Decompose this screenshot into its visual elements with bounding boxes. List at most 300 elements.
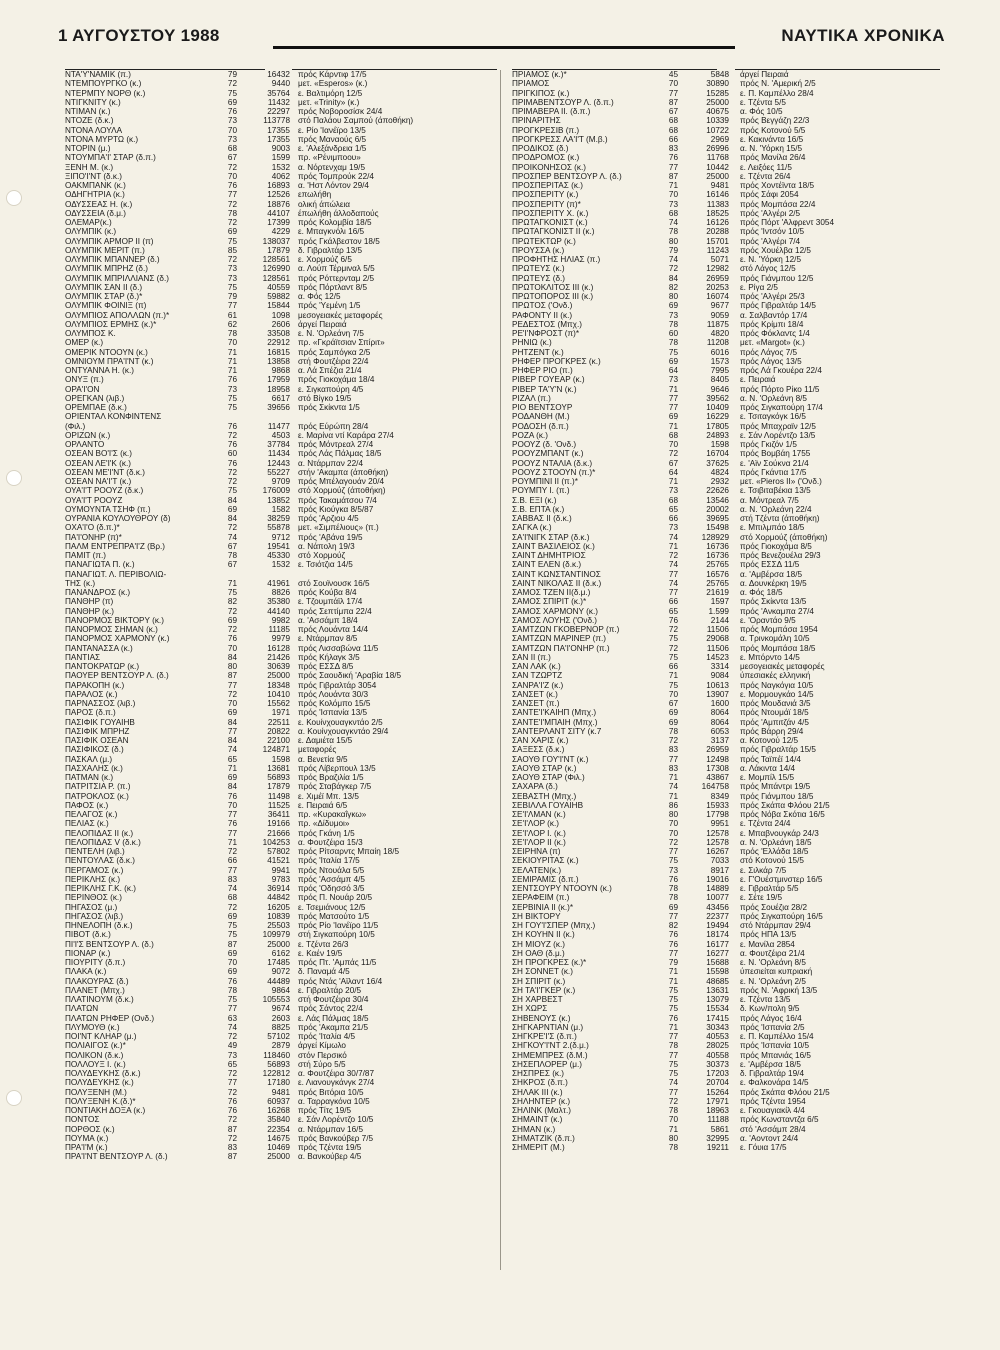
ship-name: ΟΥΑ'Ι'Τ ΡΟΟΥΖ [65,495,123,505]
position-status: πρ. «Γκράϊτσιαν Σπίριτ» [298,338,385,348]
build-year: 66 [668,662,678,671]
ship-name: ΟΜΕΡΙΚ ΝΤΟΟΥΝ (κ.) [65,347,148,357]
ship-row [512,921,942,930]
tonnage: 16267 [706,847,729,856]
build-year: 78 [227,985,237,995]
build-year: 75 [227,930,237,940]
tonnage: 18963 [706,1106,729,1115]
ship-name: ΠΛΥΜΟΥΘ (κ.) [65,1022,120,1032]
tonnage: 9783 [271,874,290,884]
ship-name: ΝΤΑ'Υ'ΝΑΜΙΚ (π.) [65,70,131,79]
position-status: πρός Γιάνμπου 18/5 [740,791,814,801]
ship-name: ΠΑΤΡΟΚΛΟΣ (κ.) [65,791,129,801]
tonnage: 28025 [706,1041,729,1051]
tonnage: 25000 [267,1152,290,1162]
ship-name: ΠΡΩΤΕΥΣ (δ.) [512,273,566,283]
ship-name: ΠΑΡΝΑΣΣΟΣ (λιβ.) [65,699,136,708]
build-year: 73 [227,273,237,283]
tonnage: 9677 [710,301,729,311]
ship-row [512,551,942,560]
tonnage: 21426 [267,652,290,662]
ship-name: ΡΗΦΕΡ ΠΡΟΓΚΡΕΣ (κ.) [512,356,601,366]
build-year: 72 [227,467,237,477]
position-status: ε. Γιβραλτάρ 5/5 [740,884,799,893]
build-year: 73 [227,1050,237,1060]
ship-name: ΠΡΟΣΠΕΡΙΤΥ (κ.) [512,190,579,200]
build-year: 63 [227,1013,237,1023]
build-year: 68 [227,144,237,153]
ship-name: ΣΑΙΝΤ ΔΗΜΗΤΡΙΟΣ [512,551,586,560]
position-status: πρός Λά Γκουέρα 22/4 [740,366,822,375]
ship-row [65,116,495,125]
ship-row [65,107,495,116]
ship-name: ΣΑΝΣΕΤ (π.) [512,699,560,708]
ship-name: ΣΑΜΟΣ ΣΠΙΡΙΤ (κ.)* [512,597,587,607]
tonnage: 11185 [268,625,290,634]
tonnage: 6053 [710,726,729,736]
build-year: 70 [668,190,678,200]
ship-name: ΟΝΥΞ (π.) [65,375,104,385]
tonnage: 36411 [267,810,290,819]
build-year: 73 [227,264,237,274]
position-status: ε. Μαρίνα ντί Καράρα 27/4 [298,430,394,440]
ship-name: ΣΗ ΜΙΟΥΖ (κ.) [512,939,566,949]
ship-name: ΟΡΙΖΩΝ (κ.) [65,430,111,440]
tonnage: 25000 [267,939,290,949]
build-year: 79 [668,245,678,255]
tonnage: 24893 [706,430,729,440]
ship-name: ΠΑ'Ι'ΟΝΗΡ (π)* [65,532,122,542]
ship-row [512,616,942,625]
build-year: 70 [227,338,237,348]
ship-name: ΣΑΙΝΤ ΒΑΣΙΛΕΙΟΣ (κ.) [512,541,595,551]
build-year: 67 [227,153,237,163]
ship-row [512,597,942,606]
ship-row [512,70,942,79]
build-year: 75 [227,393,237,403]
build-year: 76 [227,421,237,431]
tonnage: 5071 [710,255,729,264]
ship-row [512,237,942,246]
build-year: 77 [668,393,678,403]
position-status: πρός Ντουμάϊ 18/5 [740,708,809,718]
build-year: 72 [227,902,237,912]
position-status: πρός 'Ασσάμπ 4/5 [298,874,365,884]
tonnage: 40558 [706,1050,729,1060]
ship-name: ΠΑΛΜ ΕΝΤΡΕΠΡΑ'Ι'Ζ (Βρ.) [65,541,165,551]
position-status: πρός Σιγκαπούρη 16/5 [740,911,823,921]
tonnage: 17415 [706,1013,729,1023]
position-status: πρός Κιούγκα 8/5/87 [298,504,374,514]
build-year: 76 [227,791,237,801]
build-year: 80 [668,292,678,301]
tonnage: 19541 [267,541,290,551]
tonnage: 9646 [710,384,729,394]
position-status: πρός 'Ιταλία 17/5 [298,856,360,866]
ship-name: ΠΡΙΑΜΟΣ [512,79,550,89]
ship-name: ΠΑΝΘΗΡ (π) [65,597,114,607]
tonnage: 44107 [267,208,290,218]
ship-name: ΟΜΝΙΟΥΜ ΠΡΑ'Ι'ΝΤ (κ.) [65,356,154,366]
ship-row [512,153,942,162]
position-status: πρός 'Ελλάδα 18/5 [740,847,809,856]
tonnage: 9003 [271,144,290,153]
ship-name: ΣΕΝΤΣΟΥΡΥ ΝΤΟΟΥΝ (κ.) [512,884,612,893]
tonnage: 9084 [710,671,729,681]
build-year: 77 [227,301,237,311]
build-year: 68 [668,495,678,505]
position-status: πρός Νοβοροσίσκ 24/4 [298,107,383,116]
position-status: πρός Μόντρεαλ 27/4 [298,440,374,449]
ship-row [65,459,495,468]
tonnage: 124871 [262,745,290,755]
ship-name: ΠΑΝΟΡΜΟΣ ΧΑΡΜΟΝΥ (κ.) [65,634,170,644]
position-status: στή Τζέντα (άποθήκη) [740,514,820,523]
ship-row [65,782,495,791]
tonnage: 41521 [267,856,290,866]
tonnage: 44489 [267,976,290,986]
ship-row [65,801,495,810]
position-status: πρός Ντουάλα 5/5 [298,865,365,875]
ship-row [512,977,942,986]
build-year: 76 [227,1106,237,1115]
position-status: ε. Τσιότζια 14/5 [298,560,353,570]
ship-row [65,755,495,764]
position-status: πρός Λάγος 7/5 [740,347,798,357]
ship-row [65,773,495,782]
ship-name: ΠΟΛΛΟΥΞ Ι. (κ.) [65,1059,126,1069]
build-year: 84 [668,273,678,283]
build-year: 77 [668,1050,678,1060]
ship-name: ΝΤΕΡΜΠΥ ΝΟΡΘ (κ.) [65,88,146,98]
ship-row [512,792,942,801]
tonnage: 11525 [267,800,290,810]
ship-row [512,1097,942,1106]
position-status: πρός Φόκλαντς 1/4 [740,329,810,338]
ship-row [512,662,942,671]
tonnage: 2144 [710,615,729,625]
ship-row [65,440,495,449]
build-year: 49 [227,1041,237,1051]
tonnage: 14675 [267,1133,290,1143]
position-status: ε. Π. Καμπέλλο 15/4 [740,1032,814,1041]
ship-name: ΠΡΟΣΠΕΡΙΤΥ (π)* [512,199,581,209]
build-year: 82 [227,597,237,607]
ship-name: ΣΑΝΤΕ'Ι'ΜΠΑΙΗ (Μπχ.) [512,717,598,727]
ship-name: ΣΗΛΗΝΤΕΡ (κ.) [512,1096,571,1106]
ship-name: ΠΡΟΣΠΕΡΙΤΥ Χ. (κ.) [512,208,589,218]
ship-row [65,126,495,135]
position-status: πρός Σκίκντα 13/5 [740,597,807,607]
tonnage: 45330 [267,551,290,560]
ship-row [512,135,942,144]
ship-row [512,1069,942,1078]
position-status: πρός Κήλαγκ 3/5 [298,652,360,662]
position-status: πρός Ρόττερνταμ 2/5 [298,273,375,283]
build-year: 71 [668,384,678,394]
ship-row [65,884,495,893]
build-year: 78 [227,208,237,218]
ship-row [512,126,942,135]
position-status: ε. Πειραιά 6/5 [298,800,348,810]
tonnage: 44140 [267,606,290,616]
ship-name: ΠΡΙΝΑΡΙΤΗΣ [512,116,561,126]
position-status: ε. Καέν 19/5 [298,948,343,958]
ship-name: ΣΑΙΝΤ ΝΙΚΟΛΑΣ ΙΙ (δ.κ.) [512,578,602,588]
build-year: 61 [227,310,237,320]
tonnage: 9059 [710,310,729,320]
ship-row [512,1060,942,1069]
build-year: 45 [668,70,678,79]
position-status: α. Ντάρμπαν 16/5 [298,1124,363,1134]
build-year: 75 [668,634,678,644]
ship-row [65,338,495,347]
tonnage: 40675 [706,107,729,116]
ship-row [65,70,495,79]
position-status: άργεί Πειραιά [740,70,789,79]
tonnage: 9941 [271,865,290,875]
ship-name: ΠΟΝΤΙΑΚΗ ΔΟΞΑ (κ.) [65,1106,146,1115]
ship-row [65,533,495,542]
ship-row [512,940,942,949]
ship-row [65,625,495,634]
position-status: ε. Λειξόες 11/5 [740,162,792,172]
ship-row [512,1106,942,1115]
tonnage: 26959 [706,745,729,755]
position-status: α. Κουίνχουαγκντάο 29/4 [298,726,389,736]
build-year: 75 [668,856,678,866]
column-divider [500,70,501,1270]
tonnage: 43456 [706,902,729,912]
ship-name: ΣΑΝΤΕ'Ι'ΚΑΙΗΠ (Μπχ.) [512,708,597,718]
tonnage: 56893 [267,1059,290,1069]
tonnage: 8825 [271,1022,290,1032]
build-year: 76 [227,819,237,829]
position-status: πρός ΕΣΣΔ 11/5 [740,560,800,570]
position-status: α. Λά Σπέζια 21/4 [298,366,362,375]
ship-row [512,745,942,754]
ship-row [512,847,942,856]
build-year: 77 [668,162,678,172]
tonnage: 25000 [706,171,729,181]
position-status: α. Ντάρμπαν 22/4 [298,458,363,468]
position-status: πρός Βεγγάζη 22/3 [740,116,810,126]
ship-row [65,255,495,264]
build-year: 75 [227,88,237,98]
ship-row [65,431,495,440]
build-year: 80 [668,810,678,819]
ship-row [512,486,942,495]
ship-name: ΠΑΦΟΣ (κ.) [65,800,109,810]
position-status: πρός 'Ακαμπα 21/5 [298,1022,369,1032]
tonnage: 9440 [271,79,290,89]
ship-row [512,958,942,967]
build-year: 75 [227,921,237,930]
position-status: ε. Π. Καμπέλλο 28/4 [740,88,814,98]
ship-name: ΠΡΩΤΟΣ ('Ονδ.) [512,301,573,311]
tonnage: 39656 [267,403,290,412]
ship-name: ΟΥΡΑΝΙΑ ΚΟΥΛΟΥΘΡΟΥ (δ) [65,514,171,523]
build-year: 80 [668,236,678,246]
tonnage: 176009 [262,486,290,496]
ship-name: ΠΑΣΧΑΛΗΣ (κ.) [65,763,123,773]
build-year: 77 [227,828,237,838]
build-year: 70 [227,699,237,708]
build-year: 85 [227,245,237,255]
build-year: 83 [668,763,678,773]
tonnage: 11434 [267,449,290,459]
tonnage: 35380 [267,597,290,607]
ship-row [65,1041,495,1050]
build-year: 67 [668,458,678,468]
tonnage: 16074 [706,292,729,301]
tonnage: 3314 [710,662,729,671]
position-status: ε. Τζέντα 26/3 [298,939,349,949]
build-year: 75 [227,236,237,246]
position-status: ε. Σιγκαπούρη 4/5 [298,384,364,394]
position-status: ε. Λάς Πάλμας 18/5 [298,1013,369,1023]
ship-row [512,1115,942,1124]
ship-name: ΠΡΟΓΚΡΕΣΣ ΛΑ'Ι'Τ (Μ.β.) [512,134,608,144]
ship-row [512,468,942,477]
ship-name: ΡΟΔΟΣΗ (δ.π.) [512,421,569,431]
build-year: 69 [227,948,237,958]
tonnage: 128561 [262,273,290,283]
ship-row [512,107,942,116]
ship-row [512,893,942,902]
position-status: πρός Γιοκοχάμα 18/4 [298,375,375,385]
tonnage: 15534 [706,1004,729,1014]
position-status: μετ. «Trinity» (κ.) [298,97,360,107]
position-status: α. 'Ασσάμπ 18/4 [298,615,358,625]
position-status: πρός Χοντέϊντα 18/5 [740,181,815,190]
position-status: πρός Ν. 'Αφρική 13/5 [740,985,818,995]
position-status: ε. 'Οραντάο 9/5 [740,615,796,625]
position-status: πρός 'Υεμένη 1/5 [298,301,361,311]
tonnage: 15498 [706,523,729,533]
ship-row [65,542,495,551]
ship-name: ΣΗ ΟΑΘ (δ.μ.) [512,948,565,958]
tonnage: 12526 [267,190,290,200]
ship-name: ΟΛΥΜΠΟΣ Κ. [65,329,116,338]
position-status: πρός 'Ανκαμπα 27/4 [740,606,814,616]
build-year: 69 [227,97,237,107]
ship-name: ΠΑΝΑΓΙΩΤΑ Π. (κ.) [65,560,135,570]
ship-name: ΣΑΞΕΣΣ (δ.κ.) [512,745,565,755]
ship-row [512,357,942,366]
ship-name: ΣΗΓΚΟΥ'Ι'ΝΤ 2.(δ.μ.) [512,1041,589,1051]
ship-name: ΠΙΒΟΤ (δ.κ.) [65,930,111,940]
position-status: ε. Μορμουγκάο 14/5 [740,689,814,699]
ship-row [512,542,942,551]
tonnage: 17203 [706,1069,729,1078]
build-year: 60 [227,449,237,459]
build-year: 83 [668,144,678,153]
position-status: μετ. «Σιμπέλιους» (π.) [298,523,379,533]
build-year: 70 [668,79,678,89]
tonnage: 10442 [706,162,729,172]
position-status: πρός Κωνσταντζα 6/5 [740,1115,819,1125]
ship-row [512,1125,942,1134]
position-status: ε. Ρίο 'Ιανέϊρο 13/5 [298,125,366,135]
ship-name: ΟΡΙΕΝΤΑΛ ΚΟΝΦΙΝΤΕΝΣ [65,412,162,422]
position-status: πρός Γκιζόν 1/5 [740,440,797,449]
ship-name: ΟΣΕΑΝ ΜΕ'Ι'ΝΤ (δ.κ.) [65,467,145,477]
ship-row [65,644,495,653]
ship-name: ΣΑΝΣΕΤ (κ.) [512,689,558,699]
position-status: πρός Σεπτίμπα 22/4 [298,606,372,616]
build-year: 73 [668,486,678,496]
tonnage: 1.599 [708,606,729,616]
build-year: 69 [227,615,237,625]
ship-name: ΠΡΙΑΜΟΣ (κ.)* [512,70,567,79]
position-status: πρός Λάγος 13/5 [740,356,802,366]
ship-name: ΟΑΚΜΠΑΝΚ (κ.) [65,181,126,190]
build-year: 66 [668,597,678,607]
position-status: ε. Τζέντα 13/5 [740,995,791,1004]
ship-name: ΟΛΥΜΠΙΟΣ ΕΡΜΗΣ (κ.)* [65,319,157,329]
ship-name: ΠΑΡΑΛΟΣ (κ.) [65,689,118,699]
position-status: πρός 'Ισπανία 2/5 [740,1022,805,1032]
ship-row [512,200,942,209]
build-year: 77 [227,1004,237,1014]
tonnage: 15701 [706,236,729,246]
tonnage: 12982 [706,264,729,274]
position-status: μετ. «Pieros ΙΙ» ('Ονδ.) [740,477,822,486]
ship-name: ΠΟΛΥΔΕΥΚΗΣ (κ.) [65,1078,134,1088]
build-year: 69 [668,902,678,912]
tonnage: 6617 [271,393,290,403]
ship-row [512,533,942,542]
ship-name: ΡΙΒΕΡ ΤΑ'Υ'Ν (κ.) [512,384,577,394]
ship-row [512,523,942,532]
ship-name: ΠΟΛΥΞΕΝΗ Κ.(δ.)* [65,1096,136,1106]
tonnage: 13546 [706,495,729,505]
ship-name: ΟΛΥΜΠΙΚ ΣΤΑΡ (δ.)* [65,292,143,301]
position-status: πρός Κολόμπο 15/5 [298,699,371,708]
ship-row [512,1143,942,1152]
tonnage: 12443 [267,458,290,468]
build-year: 72 [227,689,237,699]
tonnage: 59882 [267,292,290,301]
ship-name: ΣΗΣΠΡΕΣ (κ.) [512,1069,565,1078]
position-status: ε. Τσεμιάνους 12/5 [298,902,366,912]
ship-row [65,1023,495,1032]
ship-row [65,607,495,616]
ship-name: ΟΡΕΜΠΑΕ (δ.κ.) [65,403,127,412]
build-year: 67 [227,560,237,570]
ship-row [512,320,942,329]
build-year: 77 [668,569,678,579]
ship-row [512,181,942,190]
ship-row [65,949,495,958]
binder-hole [6,1090,22,1106]
tonnage: 105553 [262,995,290,1004]
ship-row [512,283,942,292]
build-year: 80 [668,1133,678,1143]
ship-name: ΣΕΡΒΙΝΙΑ ΙΙ (κ.)* [512,902,574,912]
ship-name: ΠΑΝΤΑΝΑΣΣΑ (κ.) [65,643,133,653]
build-year: 73 [227,134,237,144]
position-status: πρός Κρίμπι 18/4 [740,319,804,329]
position-status: α. Δουνκέρκη 19/5 [740,578,807,588]
tonnage: 15598 [706,967,729,977]
tonnage: 8349 [710,791,729,801]
build-year: 72 [227,625,237,634]
build-year: 74 [668,782,678,792]
tonnage: 17971 [706,1096,729,1106]
position-status: ε. Δαμιέτα 15/5 [298,736,353,745]
